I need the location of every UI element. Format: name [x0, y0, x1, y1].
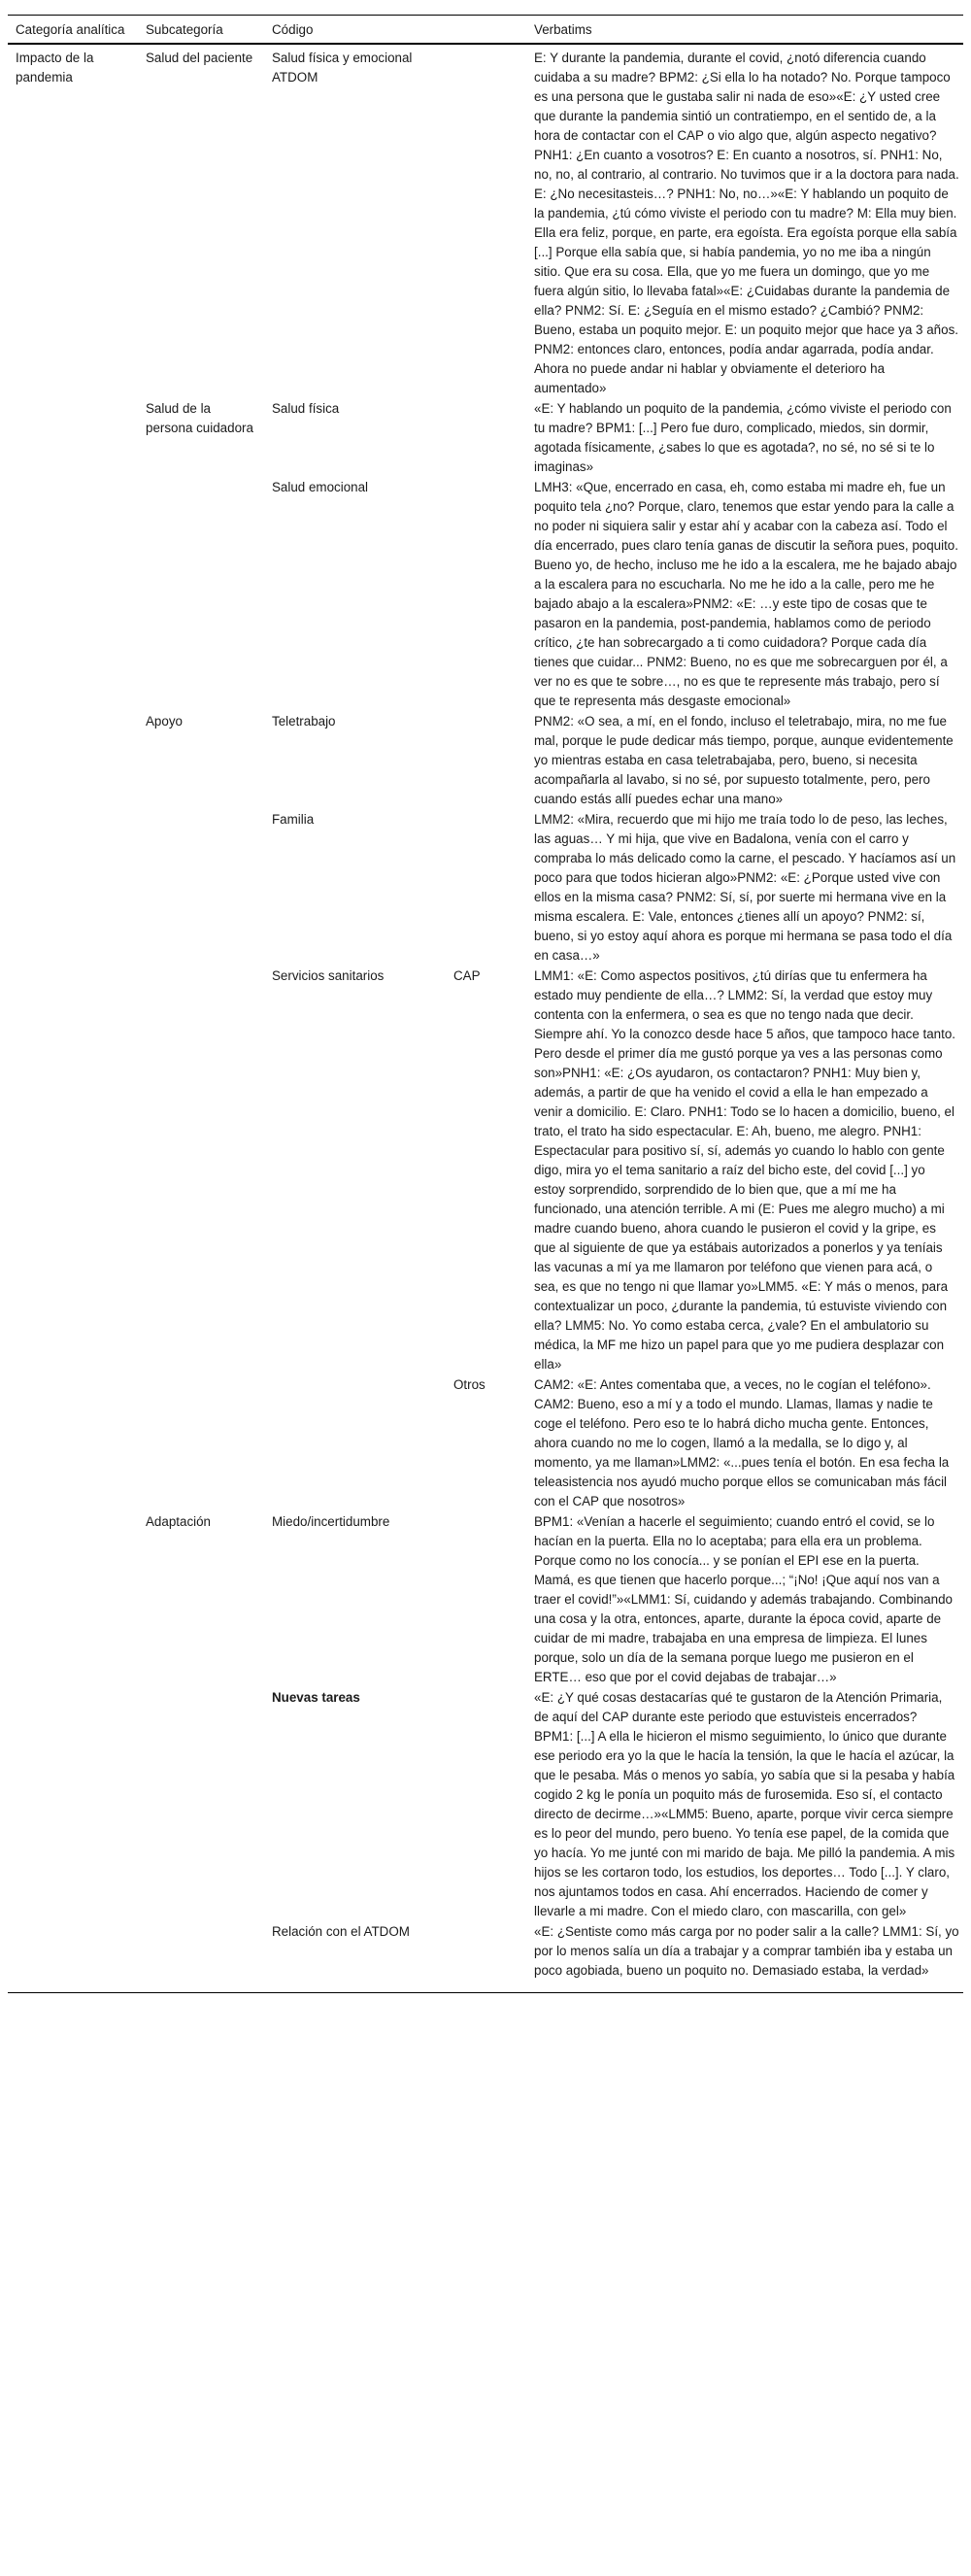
cell-subcategoria: Salud del paciente [146, 51, 253, 65]
cell-subcategoria [138, 1687, 264, 1921]
cell-subcategoria [138, 1374, 264, 1511]
cell-verbatim: BPM1: «Venían a hacerle el seguimiento; cuando entró el covid, se lo hacían en la puerta. Ella no lo aceptaba; para ella era un problema. Porque como no los conocía... y se ponían el EPI ese en la puerta. Mamá, es que tienen que hacerlo porque...; “¡No! ¡Que aquí nos van a traer el covid!”»«LMM1: Sí, cuidando y además trabajando. Combinando una cosa y la otra, entonces, aparte, durante la época covid, aparte de cuidar de mi madre, trabajaba en una empresa de limpieza. El lunes porque, solo un día de la semana porque luego me pusieron en el ERTE… eso que por el covid dejabas de trabajar…» [534, 1514, 953, 1684]
cell-subcategoria: Salud de la persona cuidadora [146, 401, 253, 435]
table-row [8, 966, 963, 1374]
cell-verbatim: CAM2: «E: Antes comentaba que, a veces, no le cogían el teléfono». CAM2: Bueno, eso a mí y a todo el mundo. Llamas, llamas y nadie te coge el teléfono. Pero eso te lo habrá dicho mucha gente. Entonces, ahora cuando no me lo cogen, llamó a la medalla, se lo digo y, al momento, ya me llaman»LMM2: «...pues tenía el botón. En esa fecha la teleasistencia nos ayudó mucho porque ellos se comunicaban más fácil con el CAP que nosotros» [534, 1377, 950, 1508]
cell-codigo: Teletrabajo [272, 714, 336, 729]
cell-subcodigo [446, 398, 526, 477]
cell-categoria [8, 1687, 138, 1921]
cell-categoria [8, 1374, 138, 1511]
cell-codigo: Salud física y emocional ATDOM [272, 51, 413, 85]
cell-verbatim: E: Y durante la pandemia, durante el covid, ¿notó diferencia cuando cuidaba a su madre? BPM2: ¿Si ella lo ha notado? No. Porque tampoco es una persona que le gustaba salir ni nada de eso»«E: ¿Y usted cree que durante la pandemia sintió un contratiempo, en el sentido de, a la hora de contactar con el CAP o vio algo que, algún aspecto negativo? PNH1: ¿En cuanto a vosotros? E: En cuanto a nosotros, sí. PNH1: No, no, no, al contrario, al contrario. No tuvimos que ir a la doctora para nada. E: ¿No necesitasteis…? PNH1: No, no…»«E: Y hablando un poquito de la pandemia, ¿tú cómo viviste el periodo con tu madre? M: Ella muy bien. Ella era feliz, porque, en parte, era egoísta. Era egoísta porque ella sabía [...] Porque ella sabía que, si había pandemia, yo no me iba a ningún sitio. Que era su cosa. Ella, que yo me fuera un domingo, que yo me fuera algún sitio, lo llevaba fatal»«E: ¿Cuidabas durante la pandemia de ella? PNM2: Sí. E: ¿Seguía en el mismo estado? ¿Cambió? PNM2: Bueno, estaba un poquito mejor. E: un poquito mejor que hace ya 3 años. PNM2: entonces claro, entonces, podía andar agarrada, podía andar. Ahora no puede andar ni hablar y obviamente el deterioro ha aumentado» [534, 51, 959, 395]
verbatims-table [8, 15, 963, 1993]
table-row [8, 1374, 963, 1511]
cell-codigo: Miedo/incertidumbre [272, 1514, 390, 1529]
cell-categoria [8, 809, 138, 966]
header-codigo: Código [272, 22, 314, 37]
cell-subcategoria [138, 809, 264, 966]
table-row [8, 1687, 963, 1921]
cell-subcategoria [138, 1921, 264, 1993]
header-subcodigo [446, 16, 526, 45]
cell-categoria [8, 1921, 138, 1993]
cell-codigo: Relación con el ATDOM [272, 1924, 410, 1939]
cell-categoria: Impacto de la pandemia [16, 51, 94, 85]
cell-codigo: Salud física [272, 401, 340, 416]
header-subcategoria: Subcategoría [146, 22, 223, 37]
cell-subcodigo [446, 1511, 526, 1687]
cell-verbatim: LMM2: «Mira, recuerdo que mi hijo me traía todo lo de peso, las leches, las aguas… Y mi hija, que vive en Badalona, venía con el carro y compraba lo más delicado como la carne, el pescado. Y hacíamos así un poco para que todos hicieran algo»PNM2: «E: ¿Porque usted vive con ellos en la misma casa? PNM2: Sí, sí, por suerte mi hermana vive en la misma escalera. E: Vale, entonces ¿tienes allí un apoyo? PNM2: sí, bueno, si yo estoy aquí ahora es porque mi hermana se pasa todo el día en casa…» [534, 812, 956, 963]
cell-codigo: Servicios sanitarios [272, 968, 385, 983]
cell-verbatim: LMH3: «Que, encerrado en casa, eh, como estaba mi madre eh, fue un poquito tela ¿no? Porque, claro, tenemos que estar yendo para la calle a no poder ni siquiera salir y estar ahí y acabar con la cabeza así. Todo el día encerrado, pues claro tenía ganas de discutir la señora pues, poquito. Bueno yo, de hecho, incluso me he ido a la escalera, me he bajado abajo a la escalera para no escucharla. No me he ido a la calle, pero me he bajado abajo a la escalera»PNM2: «E: …y este tipo de cosas que te pasaron en la pandemia, post-pandemia, hablamos como de periodo crítico, ¿te han sobrecargado a ti como cuidadora? Porque cada día tienes que cuidar... PNM2: Bueno, no es que me sobrecarguen por él, a ver no es que te sobre…, no es que te represente más trabajo, pero sí que te representa más desgaste emocional» [534, 480, 958, 708]
table-row [8, 398, 963, 477]
table-row [8, 44, 963, 398]
cell-subcodigo [446, 1921, 526, 1993]
header-verbatims: Verbatims [534, 22, 592, 37]
cell-subcategoria: Apoyo [146, 714, 183, 729]
cell-subcodigo: CAP [453, 968, 481, 983]
table-header [8, 16, 963, 45]
header-row [8, 16, 963, 45]
table-body [8, 44, 963, 1993]
cell-subcodigo [446, 711, 526, 809]
cell-subcodigo: Otros [453, 1377, 486, 1392]
cell-verbatim: «E: ¿Sentiste como más carga por no poder salir a la calle? LMM1: Sí, yo por lo menos salía un día a trabajar y a comprar también iba y estaba un poco agobiada, bueno un poquito no. Demasiado estaba, la verdad» [534, 1924, 959, 1978]
cell-subcodigo [446, 1687, 526, 1921]
cell-categoria [8, 477, 138, 711]
table-row [8, 1921, 963, 1993]
cell-subcategoria: Adaptación [146, 1514, 212, 1529]
cell-subcodigo [446, 809, 526, 966]
table-row [8, 809, 963, 966]
cell-verbatim: «E: ¿Y qué cosas destacarías qué te gustaron de la Atención Primaria, de aquí del CAP durante este periodo que estuvisteis encerrados? BPM1: [...] A ella le hicieron el mismo seguimiento, lo único que durante ese periodo era yo la que le hacía la tensión, la que le hacía el azúcar, la que le pesaba. Más o menos yo sabía, yo sabía que si la pesaba y había cogido 2 kg le ponía un poquito más de furosemida. Eso sí, el contacto directo de decirme…»«LMM5: Bueno, aparte, porque vivir cerca siempre es lo peor del mundo, pero bueno. Yo tenía ese papel, de la comida que yo hacía. Yo me junté con mi marido de baja. Me pilló la pandemia. A mis hijos se les cortaron todo, los estudios, los deportes… Todo [...]. Y claro, nos ajuntamos todos en casa. Ahí encerrados. Haciendo de comer y llevarle a mi madre. Con el miedo claro, con mascarilla, con gel» [534, 1690, 955, 1918]
cell-codigo: Nuevas tareas [272, 1690, 360, 1705]
cell-categoria [8, 398, 138, 477]
table-row [8, 477, 963, 711]
cell-categoria [8, 966, 138, 1374]
cell-codigo: Salud emocional [272, 480, 369, 494]
cell-categoria [8, 1511, 138, 1687]
cell-subcategoria [138, 966, 264, 1374]
cell-categoria [8, 711, 138, 809]
cell-subcodigo [446, 44, 526, 398]
cell-verbatim: «E: Y hablando un poquito de la pandemia, ¿cómo viviste el periodo con tu madre? BPM1: [...] Pero fue duro, complicado, miedos, sin dormir, agotada físicamente, ¿sabes lo que es agotada?, no sé, no sé si te lo imaginas» [534, 401, 952, 474]
cell-verbatim: PNM2: «O sea, a mí, en el fondo, incluso el teletrabajo, mira, no me fue mal, porque le pude dedicar más tiempo, porque, aunque evidentemente yo mientras estaba en casa teletrabajaba, pero, bueno, si necesita acompañarla al lavabo, si no sé, por supuesto totalmente, pero, pero cuando estás allí puedes echar una mano» [534, 714, 954, 806]
cell-codigo [264, 1374, 446, 1511]
cell-verbatim: LMM1: «E: Como aspectos positivos, ¿tú dirías que tu enfermera ha estado muy pendiente de ella…? LMM2: Sí, la verdad que estoy muy contenta con la enfermera, o sea es que no tengo nada que decir. Siempre ahí. Yo la conozco desde hace 5 años, que tampoco hace tanto. Pero desde el primer día me gustó porque ya ves a las personas como son»PNH1: «E: ¿Os ayudaron, os contactaron? PNH1: Muy bien y, además, a partir de que ha venido el covid a ella le han empezado a venir a domicilio. E: Claro. PNH1: Todo se lo hacen a domicilio, bueno, el trato, el trato ha sido espectacular. E: Ah, bueno, me alegro. PNH1: Espectacular para positivo sí, sí, además yo cuando lo hablo con gente digo, mira yo el tema sanitario a raíz del bicho este, del covid [...] yo estoy sorprendido, sorprendido de lo bien que, que a mí me ha funcionado, una atención terrible. A mi (E: Pues me alegro mucho) a mi madre cuando bueno, ahora cuando le pusieron el covid y la gripe, es que al siguiente de que ya estábais autorizados a ponerlos y ya teníais las vacunas a mí ya me llamaron por teléfono que vienen para acá, o sea, es que no tengo ni que llamar yo»LMM5. «E: Y más o menos, para contextualizar un poco, ¿durante la pandemia, tú estuviste viviendo con ella? LMM5: No. Yo como estaba cerca, ¿vale? En el ambulatorio su médica, la MF me hizo un papel para que yo me pudiera desplazar con ella» [534, 968, 956, 1372]
header-categoria: Categoría analítica [16, 22, 125, 37]
table-row [8, 711, 963, 809]
cell-subcategoria [138, 477, 264, 711]
cell-codigo: Familia [272, 812, 315, 827]
cell-subcodigo [446, 477, 526, 711]
table-row [8, 1511, 963, 1687]
